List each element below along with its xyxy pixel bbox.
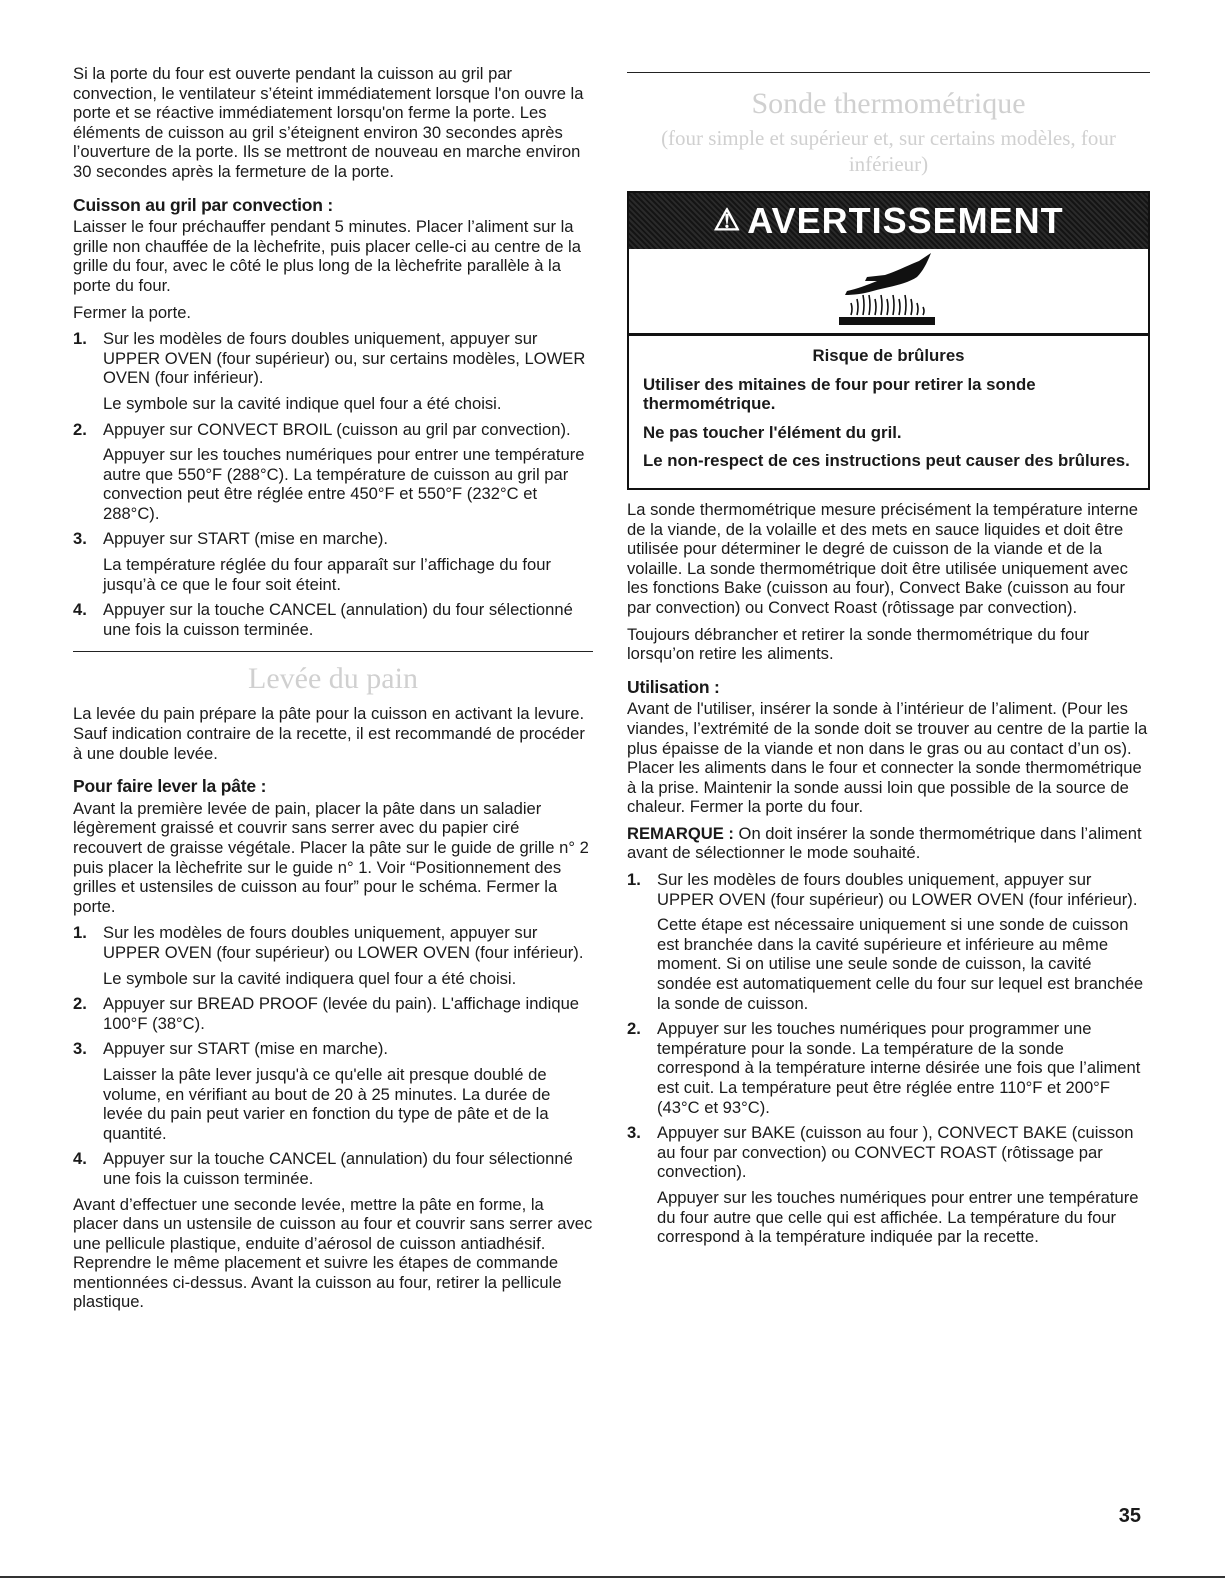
warning-triangle-icon: ⚠ [713,204,742,238]
warning-line: Ne pas toucher l'élément du gril. [643,422,902,442]
list-item [73,529,593,594]
note-label: REMARQUE : [627,823,734,843]
step-text: Appuyer sur BREAD PROOF (levée du pain). L'affichage indique 100°F (38°C). [103,994,580,1033]
step-number: 3. [73,529,87,549]
list-item [73,329,593,413]
list-item [627,870,1150,1013]
note-paragraph [627,824,1150,863]
list-item [73,1039,593,1143]
step-number: 1. [73,329,87,349]
list-item [73,994,593,1033]
convect-broil-steps [73,329,593,639]
step-text: Sur les modèles de fours doubles uniquement, appuyer sur UPPER OVEN (four supérieur) ou, sur certains modèles, LOWER OVEN (four inférieur). [103,329,586,388]
warning-risk: Risque de brûlures [812,346,965,365]
close-door-paragraph: Fermer la porte. [73,302,192,322]
proof-dough-paragraph: Avant la première levée de pain, placer la pâte dans un saladier légèrement graissé et couvrir sans serrer avec du papier ciré recouvert de graisse végétale. Placer la pâte sur le guide de grille n° 2 puis placer la lèchefrite sur le guide n° 1. Voir “Positionnement des grilles et ustensiles de cuisson au four” pour le schéma. Fermer la porte. [73,798,589,916]
warning-label: AVERTISSEMENT [747,200,1064,242]
step-number: 3. [627,1123,641,1143]
step-number: 1. [73,923,87,943]
probe-paragraph: La sonde thermométrique mesure précisément la température interne de la viande, de la volaille et des mets en sauce liquides et doit être utilisée pour déterminer le degré de cuisson de la viande et de la volaille. La sonde thermométrique doit être utilisée uniquement avec les fonctions Bake (cuisson au four), Convect Bake (cuisson au four par convection) ou Convect Roast (rôtissage par convection). [627,499,1138,617]
step-text: La température réglée du four apparaît sur l’affichage du four jusqu’à ce que le four soit éteint. [103,555,552,594]
bread-intro-paragraph: La levée du pain prépare la pâte pour la cuisson en activant la levure. Sauf indication contraire de la recette, il est recommandé de procéder à une double levée. [73,704,585,763]
step-text: Appuyer sur la touche CANCEL (annulation) du four sélectionné une fois la cuisson terminée. [103,1149,573,1188]
bread-proof-title: Levée du pain [248,662,418,696]
step-text: Appuyer sur START (mise en marche). [103,529,388,549]
probe-steps [627,870,1150,1247]
usage-paragraph: Avant de l'utiliser, insérer la sonde à l’intérieur de l’aliment. (Pour les viandes, l’extrémité de la sonde doit se trouver au centre de la partie la plus épaisse de la viande et non dans le gras ou au contact d’un os). Placer les aliments dans le four et connecter la sonde thermométrique à la prise. Maintenir la sonde aussi loin que possible de la source de chaleur. Fermer la porte du four. [627,699,1148,817]
usage-heading: Utilisation : [627,676,720,697]
right-column [627,64,1150,1253]
warning-icon-area [629,249,1148,336]
proof-dough-heading: Pour faire lever la pâte : [73,776,267,797]
step-text: Le symbole sur la cavité indique quel four a été choisi. [103,393,502,413]
warning-line: Utiliser des mitaines de four pour retirer la sonde thermométrique. [643,374,1036,414]
list-item [73,600,593,639]
step-number: 4. [73,1149,87,1169]
warning-body [629,336,1148,488]
list-item [73,420,593,524]
step-text: Le symbole sur la cavité indiquera quel four a été choisi. [103,968,517,988]
step-text: Appuyer sur BAKE (cuisson au four ), CONVECT BAKE (cuisson au four par convection) ou CONVECT ROAST (rôtissage par convection). [657,1123,1134,1182]
step-text: Appuyer sur START (mise en marche). [103,1039,388,1059]
second-proof-paragraph: Avant d’effectuer une seconde levée, mettre la pâte en forme, la placer dans un ustensile de cuisson au four et couvrir sans serrer avec une pellicule plastique, enduite d’aérosol de cuisson antiadhésif. Reprendre le même placement et suivre les étapes de commande mentionnées ci-dessus. Avant la cuisson au four, retirer la pellicule plastique. [73,1194,593,1312]
list-item [73,1149,593,1188]
probe-paragraph: Toujours débrancher et retirer la sonde thermométrique du four lorsqu’on retire les aliments. [627,624,1090,664]
list-item [73,923,593,988]
step-number: 2. [627,1019,641,1039]
step-text: Appuyer sur les touches numériques pour entrer une température autre que 550°F (288°C). La température de cuisson au gril par convection peut être réglée entre 450°F et 550°F (232°C et 288°C). [103,445,585,523]
probe-subtitle: (four simple et supérieur et, sur certains modèles, four inférieur) [661,126,1116,176]
section-divider [73,651,593,652]
step-number: 4. [73,600,87,620]
section-divider [627,72,1150,73]
probe-title: Sonde thermométrique [751,87,1026,120]
step-text: Sur les modèles de fours doubles uniquement, appuyer sur UPPER OVEN (four supérieur) ou LOWER OVEN (four inférieur). [103,923,584,962]
step-text: Appuyer sur la touche CANCEL (annulation) du four sélectionné une fois la cuisson terminée. [103,600,573,639]
step-text: Appuyer sur les touches numériques pour programmer une température pour la sonde. La température de la sonde correspond à la température interne désirée une fois que l’aliment est cuit. La température peut être réglée entre 110°F et 200°F (43°C et 93°C). [657,1019,1141,1117]
warning-header [629,193,1148,249]
step-number: 2. [73,994,87,1014]
step-number: 1. [627,870,641,890]
page-number: 35 [1118,1505,1141,1527]
step-text: Laisser la pâte lever jusqu'à ce qu'elle ait presque doublé de volume, en vérifiant au bout de 20 à 25 minutes. La durée de levée du pain peut varier en fonction du type de pâte et de la quantité. [103,1064,551,1143]
warning-line: Le non-respect de ces instructions peut causer des brûlures. [643,451,1130,471]
step-text: Appuyer sur les touches numériques pour entrer une température du four autre que celle qui est affichée. La température du four correspond à la température indiquée par la recette. [657,1187,1139,1247]
left-column [73,64,593,1319]
step-text: Sur les modèles de fours doubles uniquement, appuyer sur UPPER OVEN (four supérieur) ou LOWER OVEN (four inférieur). [657,870,1138,909]
warning-box [627,191,1150,490]
step-number: 2. [73,419,87,439]
convect-broil-heading: Cuisson au gril par convection : [73,194,334,215]
list-item [627,1019,1150,1117]
step-text: Appuyer sur CONVECT BROIL (cuisson au gril par convection). [103,419,571,439]
convect-broil-paragraph: Laisser le four préchauffer pendant 5 minutes. Placer l’aliment sur la grille non chauffée de la lèchefrite, puis placer celle-ci au centre de la grille du four, avec le côté le plus long de la lèchefrite parallèle à la porte du four. [73,217,581,295]
note-text: On doit insérer la sonde thermométrique dans l’aliment avant de sélectionner le mode souhaité. [627,823,1142,863]
step-number: 3. [73,1039,87,1059]
bread-proof-steps [73,923,593,1188]
intro-paragraph: Si la porte du four est ouverte pendant la cuisson au gril par convection, le ventilateur s’éteint immédiatement lorsque l'on ouvre la porte et se réactive immédiatement lorsqu'on ferme la porte. Les éléments de cuisson au gril s’éteignent environ 30 secondes après l’ouverture de la porte. Ils se mettront de nouveau en marche environ 30 secondes après la fermeture de la porte. [73,64,584,181]
list-item [627,1123,1150,1247]
hot-surface-hand-icon [835,249,945,333]
bottom-rule [0,1576,1225,1578]
step-text: Cette étape est nécessaire uniquement si une sonde de cuisson est branchée dans la cavité supérieure et inférieure au même moment. Si on utilise une seule sonde de cuisson, la cavité sondée est automatiquement celle du four sur lequel est branchée la sonde de cuisson. [657,915,1144,1013]
